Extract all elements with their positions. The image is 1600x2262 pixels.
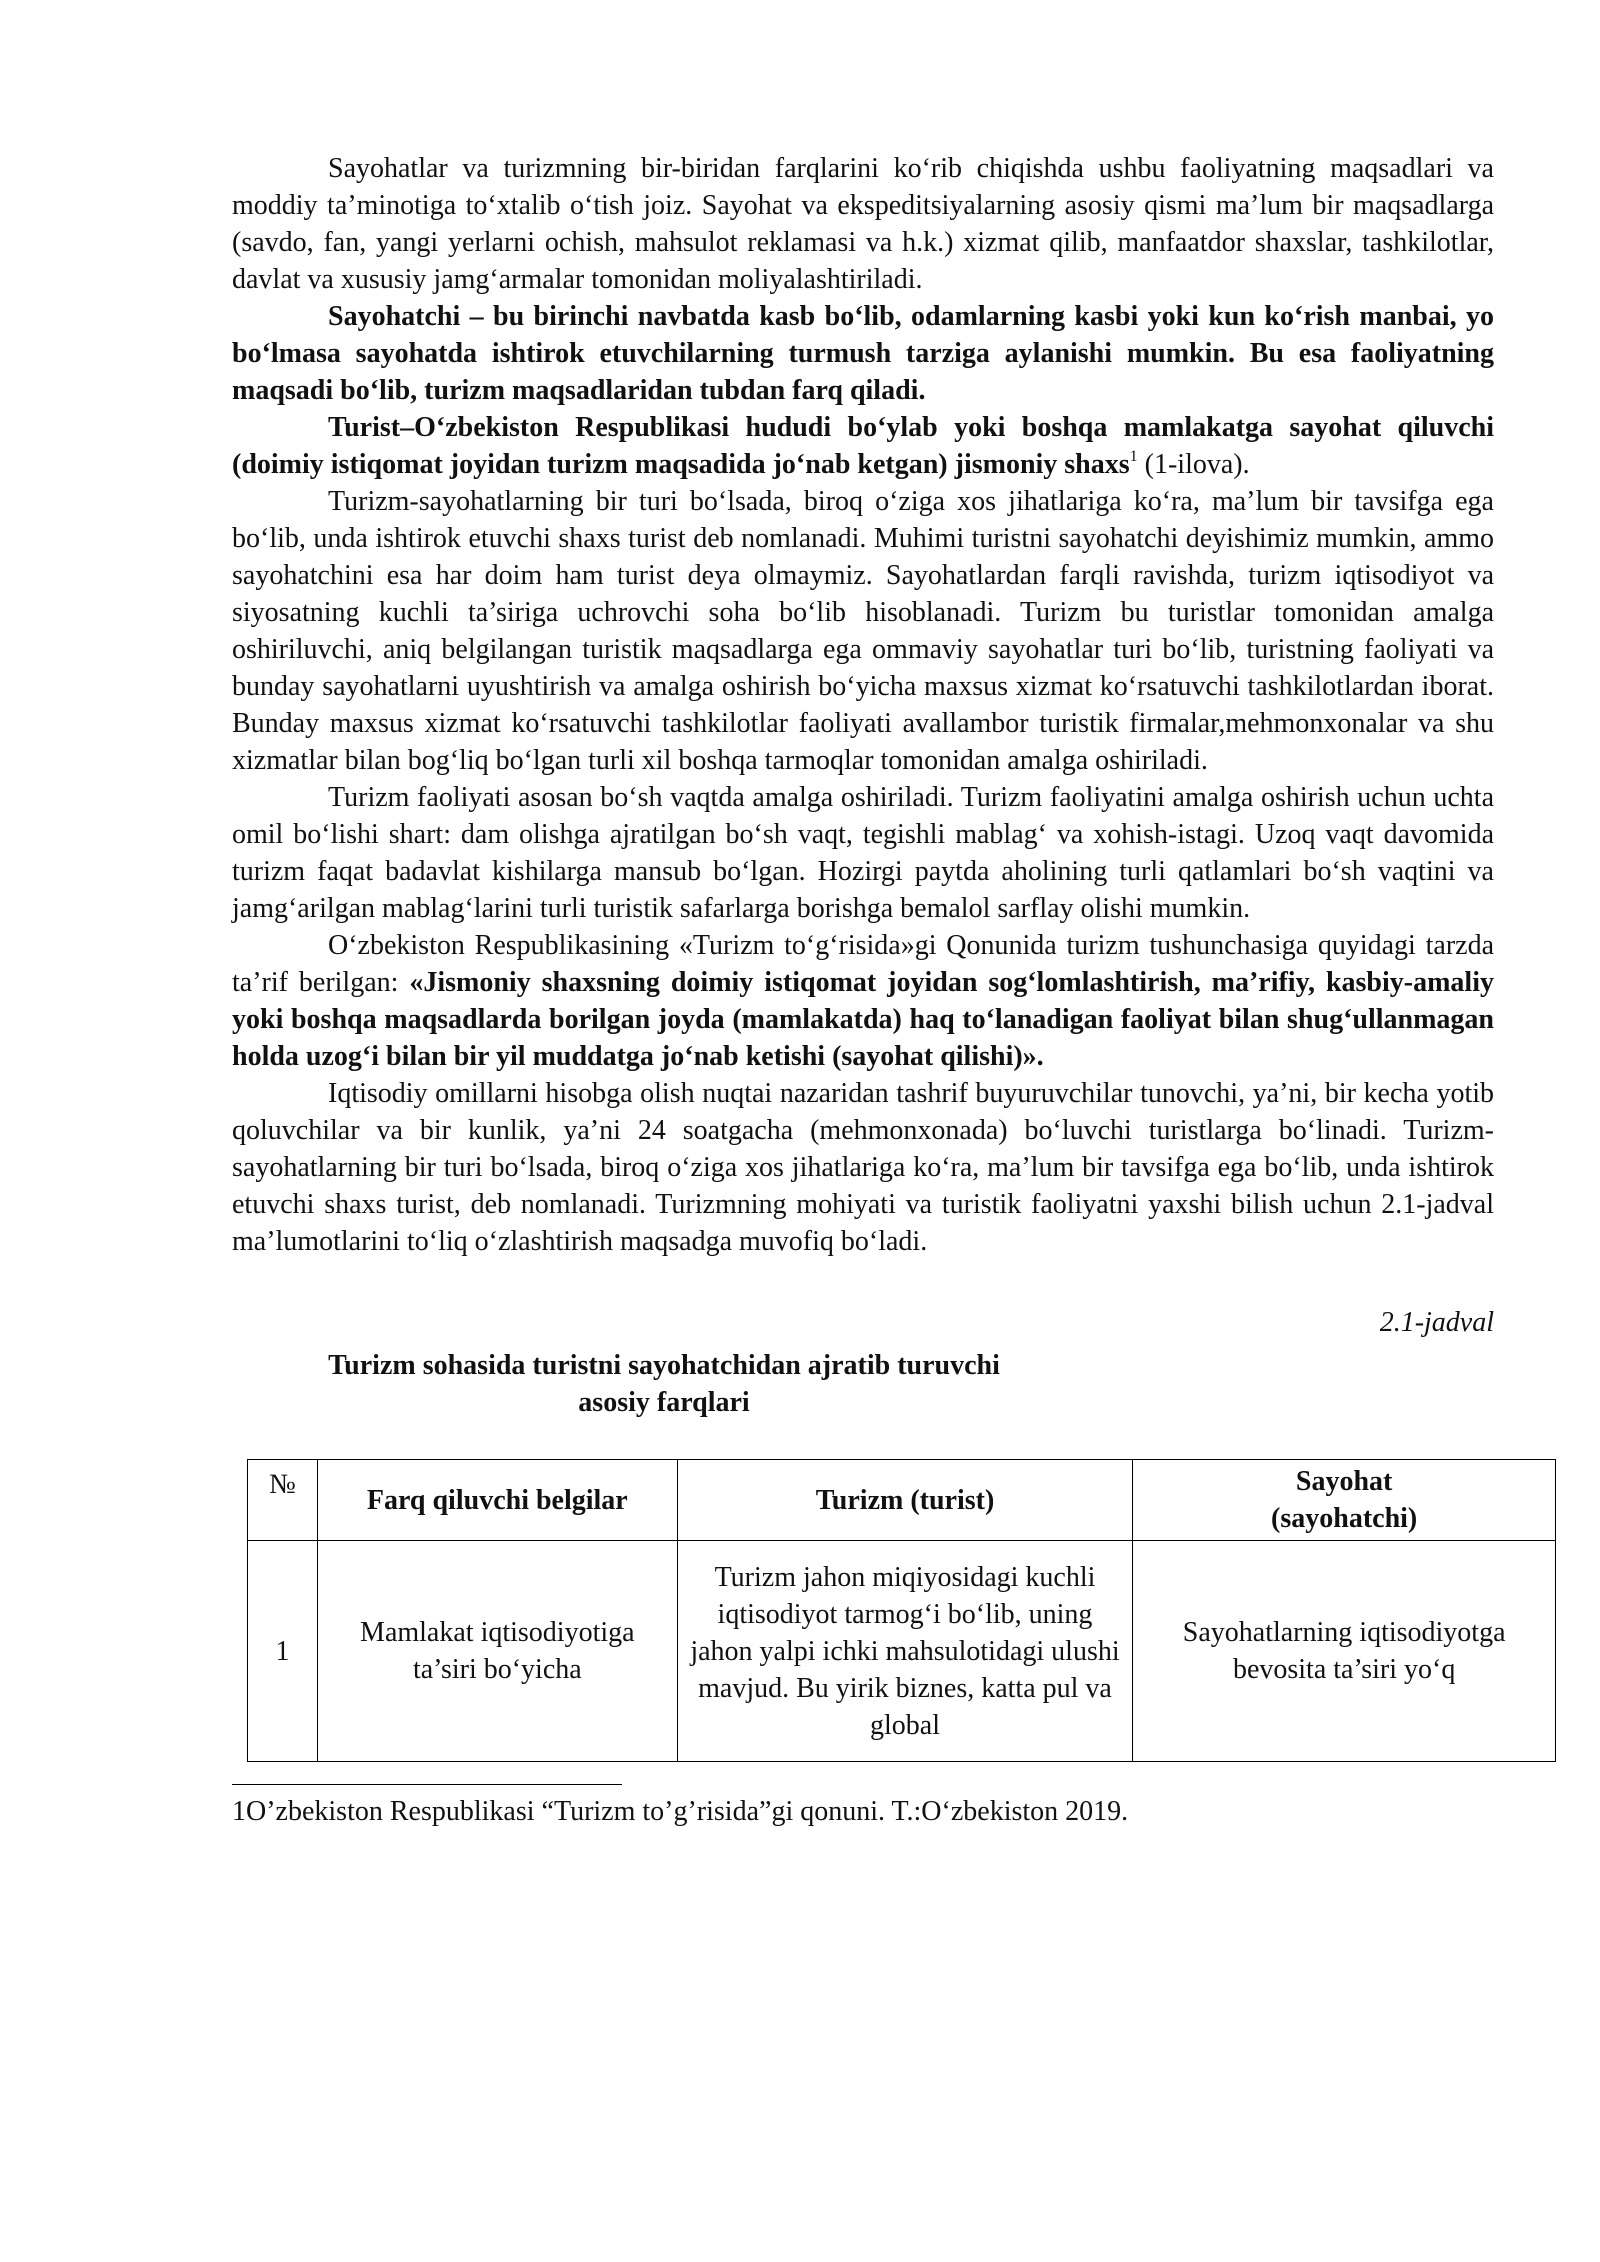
footnote: 1O’zbekiston Respublikasi “Turizm to’g’risida”gi qonuni. T.:O‘zbekiston 2019.: [232, 1796, 1129, 1827]
law-intro-text: O‘zbekiston Respublikasining «Turizm to‘g‘risida»gi Qonunida turizm tushunchasiga quyidagi tarzda ta’rif berilgan:: [232, 930, 1494, 998]
paragraph-4: Turizm-sayohatlarning bir turi bo‘lsada, biroq o‘ziga xos jihatlariga ko‘ra, ma’lum bir tavsifga ega bo‘lib, unda ishtirok etuvchi shaxs turist deb nomlanadi. Muhimi turistni sayohatchi deyishimiz mumkin, ammo sayohatchini esa har doim ham turist deya olmaymiz. Sayohatlardan farqli ravishda, turizm iqtisodiyot va siyosatning kuchli ta’siriga uchrovchi soha bo‘lib hisoblanadi. Turizm bu turistlar tomonidan amalga oshiriluvchi, aniq belgilangan turistik maqsadlarga ega ommaviy sayohatlar turi bo‘lib, turistning faoliyati va bunday sayohatlarni uyushtirish va amalga oshirish bo‘yicha maxsus xizmat ko‘rsatuvchi tashkilotlardan iborat. Bunday maxsus xizmat ko‘rsatuvchi tashkilotlar faoliyati avallambor turistik firmalar,mehmonxonalar va shu xizmatlar bilan bog‘liq bo‘lgan turli xil boshqa tarmoqlar tomonidan amalga oshiriladi.: [232, 486, 1494, 776]
header-number: №: [248, 1460, 318, 1541]
law-quote-text: «Jismoniy shaxsning doimiy istiqomat joyidan sog‘lomlashtirish, ma’rifiy, kasbiy-amaliy yoki boshqa maqsadlarda borilgan joyda (mamlakatda) haq to‘lanadigan faoliyat bilan shug‘ullanmagan holda uzog‘i bilan bir yil muddatga jo‘nab ketishi (sayohat qilishi)».: [232, 967, 1494, 1072]
header-travel: [1133, 1460, 1556, 1541]
header-travel-line-1: Sayohat: [1295, 1466, 1393, 1497]
footnote-separator: [232, 1784, 622, 1785]
row-number-cell: 1: [248, 1541, 318, 1762]
turist-definition-tail: (1-ilova).: [1137, 449, 1250, 480]
table-header-row: [248, 1460, 1556, 1541]
paragraph-3-definition-turist: [232, 409, 1494, 483]
header-travel-line-2: (sayohatchi): [1271, 1503, 1418, 1534]
table-number: 2.1-jadval: [1379, 1307, 1494, 1338]
row-tourism-cell: Turizm jahon miqiyosidagi kuchli iqtisodiyot tarmog‘i bo‘lib, uning jahon yalpi ichki mahsulotidagi ulushi mavjud. Bu yirik biznes, katta pul va global: [677, 1541, 1133, 1762]
footnote-marker: 1: [1129, 448, 1138, 465]
paragraph-5: Turizm faoliyati asosan bo‘sh vaqtda amalga oshiriladi. Turizm faoliyatini amalga oshirish uchun uchta omil bo‘lishi shart: dam olishga ajratilgan bo‘sh vaqt, tegishli mablag‘ va xohish-istagi. Uzoq vaqt davomida turizm faqat badavlat kishilarga mansub bo‘lgan. Hozirgi paytda aholining turli qatlamlari bo‘sh vaqtini va jamg‘arilgan mablag‘larini turli turistik safarlarga borishga bemalol sarflay olishi mumkin.: [232, 782, 1494, 924]
paragraph-2-definition-sayohatchi: Sayohatchi – bu birinchi navbatda kasb bo‘lib, odamlarning kasbi yoki kun ko‘rish manbai, yo bo‘lmasa sayohatda ishtirok etuvchilarning turmush tarziga aylanishi mumkin. Bu esa faoliyatning maqsadi bo‘lib, turizm maqsadlaridan tubdan farq qiladi.: [232, 301, 1494, 406]
paragraph-6-law-definition: [232, 927, 1494, 1075]
table-title: [254, 1347, 1074, 1421]
paragraph-7: Iqtisodiy omillarni hisobga olish nuqtai nazaridan tashrif buyuruvchilar tunovchi, ya’ni, bir kecha yotib qoluvchilar va bir kunlik, ya’ni 24 soatgacha (mehmonxonada) bo‘luvchi turistlarga bo‘linadi. Turizm-sayohatlarning bir turi bo‘lsada, biroq o‘ziga xos jihatlariga ko‘ra, ma’lum bir tavsifga ega bo‘lib, unda ishtirok etuvchi shaxs turist, deb nomlanadi. Turizmning mohiyati va turistik faoliyatni yaxshi bilish uchun 2.1-jadval ma’lumotlarini to‘liq o‘zlashtirish maqsadga muvofiq bo‘ladi.: [232, 1078, 1494, 1257]
table-row: [248, 1541, 1556, 1762]
header-criteria: Farq qiluvchi belgilar: [317, 1460, 677, 1541]
differences-table: [247, 1459, 1556, 1762]
turist-definition-text: Turist–O‘zbekiston Respublikasi hududi bo‘ylab yoki boshqa mamlakatga sayohat qiluvchi (doimiy istiqomat joyidan turizm maqsadida jo‘nab ketgan) jismoniy shaxs: [232, 412, 1494, 480]
row-criteria-cell: Mamlakat iqtisodiyotiga ta’siri bo‘yicha: [317, 1541, 677, 1762]
paragraph-1: Sayohatlar va turizmning bir-biridan farqlarini ko‘rib chiqishda ushbu faoliyatning maqsadlari va moddiy ta’minotiga to‘xtalib o‘tish joiz. Sayohat va ekspeditsiyalarning asosiy qismi ma’lum bir maqsadlarga (savdo, fan, yangi yerlarni ochish, mahsulot reklamasi va h.k.) xizmat qilib, manfaatdor shaxslar, tashkilotlar, davlat va xususiy jamg‘armalar tomonidan moliyalashtiriladi.: [232, 153, 1494, 295]
row-travel-cell: Sayohatlarning iqtisodiyotga bevosita ta’siri yo‘q: [1133, 1541, 1556, 1762]
table-title-line-1: Turizm sohasida turistni sayohatchidan ajratib turuvchi: [328, 1350, 1000, 1381]
table-title-line-2: asosiy farqlari: [578, 1387, 750, 1418]
document-page: [232, 150, 1506, 1830]
header-tourism: Turizm (turist): [677, 1460, 1133, 1541]
